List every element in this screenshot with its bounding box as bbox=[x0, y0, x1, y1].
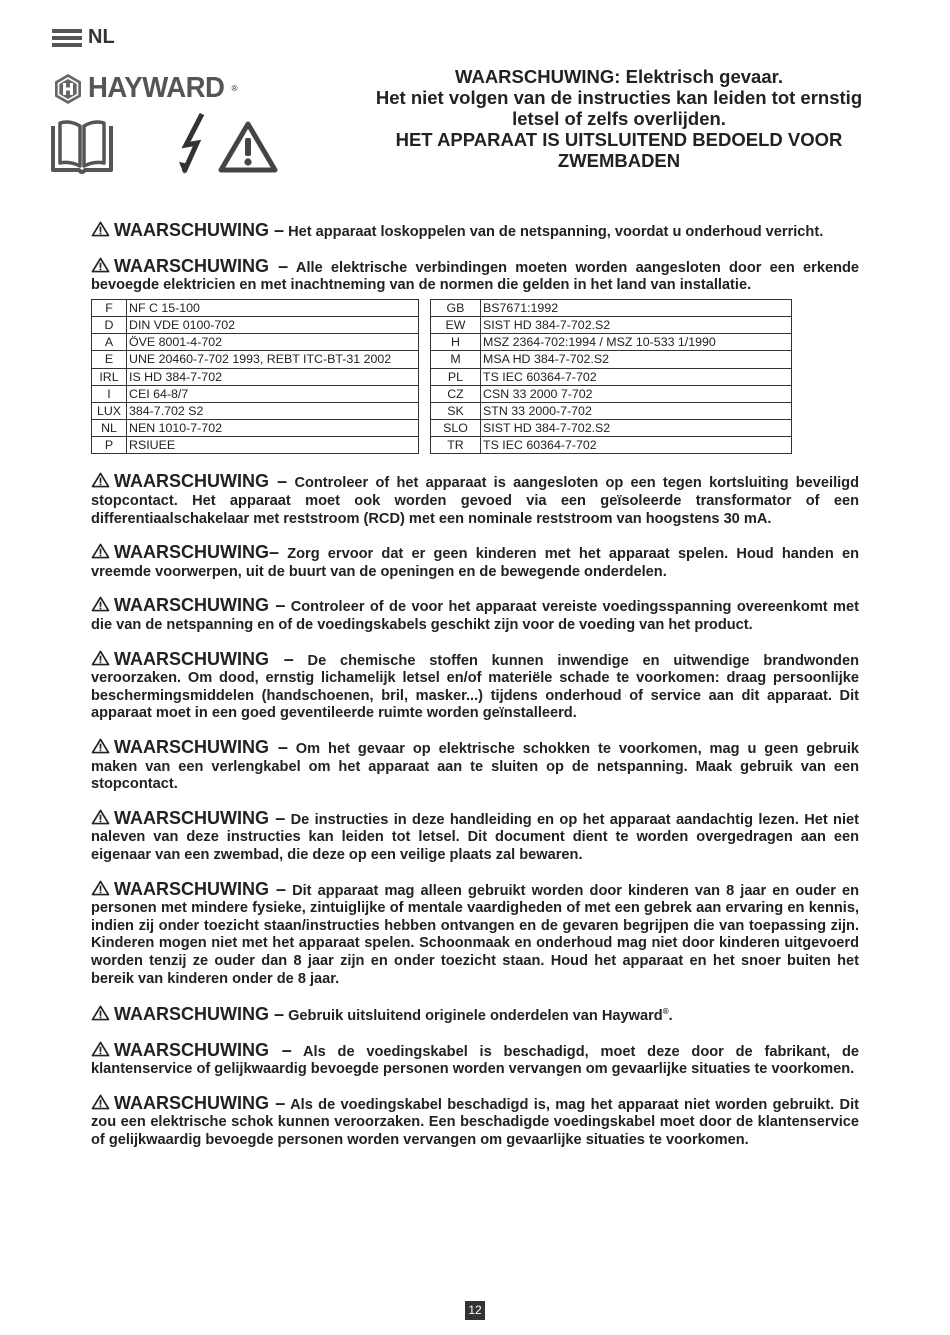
norm-cell: RSIUEE bbox=[127, 437, 419, 454]
norm-cell: MSA HD 384-7-702.S2 bbox=[481, 351, 792, 368]
table-spacer-cell bbox=[419, 368, 431, 385]
warning-text: Controleer of de voor het apparaat vereiste voedingsspanning overeenkomt met die van de netspanning en of de voedingskabels geschikt zijn voor de voeding van het product. bbox=[91, 599, 859, 634]
page-number: 12 bbox=[465, 1301, 485, 1320]
warning-text: Als de voedingskabel is beschadigd, moet deze door de fabrikant, de klantenservice of gelijkwaardig bevoegde personen worden vervangen om gevaarlijke situaties te voorkomen. bbox=[91, 1043, 859, 1078]
country-code-cell: F bbox=[92, 299, 127, 316]
header-icons bbox=[50, 112, 278, 176]
lightning-bolt-icon bbox=[176, 112, 216, 176]
warning-label: WAARSCHUWING – bbox=[114, 648, 294, 669]
warning-triangle-icon bbox=[91, 543, 110, 559]
warning-paragraph bbox=[91, 257, 859, 295]
manual-book-icon bbox=[50, 118, 114, 176]
table-spacer-cell bbox=[419, 299, 431, 316]
warning-triangle-icon bbox=[91, 257, 110, 273]
warning-triangle-icon bbox=[91, 738, 110, 754]
brand-registered-mark: ® bbox=[231, 84, 238, 93]
warning-text-end: . bbox=[668, 1007, 673, 1024]
country-code-cell: M bbox=[431, 351, 481, 368]
norms-table-row bbox=[92, 368, 792, 385]
warning-text: Alle elektrische verbindingen moeten worden aangesloten door een erkende bevoegde elektricien en met inachtneming van de normen die gelden in het land van installatie. bbox=[91, 259, 860, 294]
warning-label: WAARSCHUWING– bbox=[114, 542, 279, 563]
norms-table-row bbox=[92, 334, 792, 351]
table-spacer-cell bbox=[419, 437, 431, 454]
warning-paragraph bbox=[91, 650, 859, 723]
norms-table-row bbox=[92, 351, 792, 368]
warning-label: WAARSCHUWING – bbox=[114, 595, 286, 616]
norm-cell: 384-7.702 S2 bbox=[127, 402, 419, 419]
headline-line: letsel of zelfs overlijden. bbox=[512, 108, 726, 129]
country-code-cell: SLO bbox=[431, 420, 481, 437]
norms-table-row bbox=[92, 437, 792, 454]
installation-norms-table bbox=[91, 299, 792, 455]
warning-paragraph bbox=[91, 738, 859, 794]
warning-paragraph bbox=[91, 1041, 859, 1079]
norm-cell: CSN 33 2000 7-702 bbox=[481, 385, 792, 402]
country-code-cell: CZ bbox=[431, 385, 481, 402]
norms-table-row bbox=[92, 316, 792, 333]
headline-line: Het niet volgen van de instructies kan leiden tot ernstig bbox=[375, 87, 863, 108]
warning-triangle-icon bbox=[91, 1094, 110, 1110]
country-code-cell: A bbox=[92, 334, 127, 351]
electrical-hazard-headline bbox=[340, 66, 898, 171]
warning-paragraph bbox=[91, 596, 859, 634]
registered-mark: ® bbox=[662, 1007, 669, 1017]
warning-triangle-icon bbox=[91, 472, 110, 488]
warnings-section bbox=[91, 221, 859, 1165]
warning-text: Als de voedingskabel beschadigd is, mag het apparaat niet worden gebruikt. Dit zou een elektrische schok kunnen veroorzaken. Een beschadigde voedingskabel moet door de klantenservice of gelijkwaardig bevoegde personen worden vervangen om gevaarlijke situaties te voorkomen. bbox=[91, 1096, 860, 1148]
norm-cell: STN 33 2000-7-702 bbox=[481, 402, 792, 419]
headline-line: WAARSCHUWING: Elektrisch gevaar. bbox=[455, 66, 783, 87]
warning-text: De chemische stoffen kunnen inwendige en uitwendige brandwonden veroorzaken. Om dood, ernstig lichamelijk letsel en/of materiële schade te voorkomen: draag persoonlijke beschermingsmiddelen (handschoenen, bril, masker...) tijdens onderhoud of service aan dit apparaat. Dit apparaat moet in een goed geventileerde ruimte worden geïnstalleerd. bbox=[91, 652, 859, 722]
country-code-cell: D bbox=[92, 316, 127, 333]
norms-table-row bbox=[92, 420, 792, 437]
table-spacer-cell bbox=[419, 420, 431, 437]
warning-paragraph bbox=[91, 543, 859, 581]
country-code-cell: P bbox=[92, 437, 127, 454]
norm-cell: TS IEC 60364-7-702 bbox=[481, 368, 792, 385]
brand-name: HAYWARD bbox=[88, 72, 225, 104]
country-code-cell: E bbox=[92, 351, 127, 368]
warning-triangle-icon bbox=[218, 120, 278, 174]
warning-label: WAARSCHUWING – bbox=[114, 878, 286, 899]
warning-paragraph bbox=[91, 221, 859, 242]
warning-text: De instructies in deze handleiding en op het apparaat aandachtig lezen. Het niet naleven van deze instructies kan leiden tot letsel. Dit document dient te worden overgedragen aan een eigenaar van een zwembad, die deze op een veilige plaats zal bewaren. bbox=[91, 811, 860, 863]
warning-text: Gebruik uitsluitend originele onderdelen van Hayward bbox=[288, 1007, 663, 1024]
warning-paragraph bbox=[91, 1094, 859, 1150]
norms-table-row bbox=[92, 402, 792, 419]
warning-paragraph bbox=[91, 472, 859, 528]
table-spacer-cell bbox=[419, 385, 431, 402]
language-bars-icon bbox=[52, 29, 82, 47]
warning-text: Om het gevaar op elektrische schokken te voorkomen, mag u geen gebruik maken van een verlengkabel om het apparaat aan te sluiten op de netspanning. Maak gebruik van een stopcontact. bbox=[91, 741, 859, 793]
language-code: NL bbox=[88, 26, 115, 48]
warning-label: WAARSCHUWING – bbox=[114, 1039, 292, 1060]
headline-line: HET APPARAAT IS UITSLUITEND BEDOELD VOOR bbox=[395, 129, 843, 150]
warning-text: Controleer of het apparaat is aangesloten op een tegen kortsluiting beveiligd stopcontact. Het apparaat moet ook worden gevoed via een geïsoleerde transformator of een differentiaalschakelaar met reststroom (RCD) met een nominale reststroom van hoogstens 30 mA. bbox=[91, 475, 860, 527]
country-code-cell: I bbox=[92, 385, 127, 402]
warning-triangle-icon bbox=[91, 650, 110, 666]
warning-text: Zorg ervoor dat er geen kinderen met het apparaat spelen. Houd handen en vreemde voorwerpen, uit de buurt van de openingen en de bewegende onderdelen. bbox=[91, 546, 859, 580]
headline-line: ZWEMBADEN bbox=[557, 150, 681, 171]
language-marker bbox=[52, 26, 115, 49]
norm-cell: NEN 1010-7-702 bbox=[127, 420, 419, 437]
warning-label: WAARSCHUWING – bbox=[114, 1003, 284, 1024]
warning-label: WAARSCHUWING – bbox=[114, 255, 289, 276]
warning-label: WAARSCHUWING – bbox=[114, 220, 284, 240]
warning-paragraph bbox=[91, 880, 859, 989]
warning-triangle-icon bbox=[91, 596, 110, 612]
country-code-cell: PL bbox=[431, 368, 481, 385]
table-spacer-cell bbox=[419, 402, 431, 419]
hayward-hexagon-icon bbox=[52, 73, 84, 105]
norm-cell: TS IEC 60364-7-702 bbox=[481, 437, 792, 454]
norm-cell: MSZ 2364-702:1994 / MSZ 10-533 1/1990 bbox=[481, 334, 792, 351]
country-code-cell: IRL bbox=[92, 368, 127, 385]
norm-cell: UNE 20460-7-702 1993, REBT ITC-BT-31 2002 bbox=[127, 351, 419, 368]
country-code-cell: TR bbox=[431, 437, 481, 454]
country-code-cell: GB bbox=[431, 299, 481, 316]
warning-label: WAARSCHUWING – bbox=[114, 807, 286, 828]
norm-cell: NF C 15-100 bbox=[127, 299, 419, 316]
table-spacer-cell bbox=[419, 334, 431, 351]
warning-label: WAARSCHUWING – bbox=[114, 471, 288, 492]
norms-table-row bbox=[92, 299, 792, 316]
country-code-cell: H bbox=[431, 334, 481, 351]
warning-paragraph bbox=[91, 809, 859, 865]
table-spacer-cell bbox=[419, 351, 431, 368]
warning-label: WAARSCHUWING – bbox=[114, 1092, 286, 1113]
warning-triangle-icon bbox=[91, 1041, 110, 1057]
table-spacer-cell bbox=[419, 316, 431, 333]
hayward-logo bbox=[52, 72, 238, 105]
norm-cell: DIN VDE 0100-702 bbox=[127, 316, 419, 333]
country-code-cell: EW bbox=[431, 316, 481, 333]
warning-text: Dit apparaat mag alleen gebruikt worden door kinderen van 8 jaar en ouder en personen met mindere fysieke, zintuiglijke of mentale vaardigheden of met een gebrek aan ervaring en kennis, indien zij onder toezicht staan/instructies hebben ontvangen en de gevaren begrijpen die van toepassing zijn. Kinderen mogen niet met het apparaat spelen. Schoonmaak en onderhoud mag niet door kinderen uitgevoerd worden tenzij ze ouder dan 8 jaar zijn en onder toezicht staan. Houd het apparaat en het snoer buiten het bereik van kinderen onder de 8 jaar. bbox=[91, 882, 859, 987]
norm-cell: SIST HD 384-7-702.S2 bbox=[481, 420, 792, 437]
country-code-cell: SK bbox=[431, 402, 481, 419]
norm-cell: ÖVE 8001-4-702 bbox=[127, 334, 419, 351]
warning-text: Het apparaat loskoppelen van de netspanning, voordat u onderhoud verricht. bbox=[288, 224, 824, 240]
norm-cell: CEI 64-8/7 bbox=[127, 385, 419, 402]
warning-paragraph bbox=[91, 1003, 859, 1025]
country-code-cell: LUX bbox=[92, 402, 127, 419]
norm-cell: BS7671:1992 bbox=[481, 299, 792, 316]
warning-triangle-icon bbox=[91, 880, 110, 896]
warning-triangle-icon bbox=[91, 221, 110, 237]
warning-label: WAARSCHUWING – bbox=[114, 737, 288, 757]
warning-triangle-icon bbox=[91, 809, 110, 825]
warning-triangle-icon bbox=[91, 1005, 110, 1021]
norm-cell: SIST HD 384-7-702.S2 bbox=[481, 316, 792, 333]
country-code-cell: NL bbox=[92, 420, 127, 437]
norms-table-row bbox=[92, 385, 792, 402]
norm-cell: IS HD 384-7-702 bbox=[127, 368, 419, 385]
